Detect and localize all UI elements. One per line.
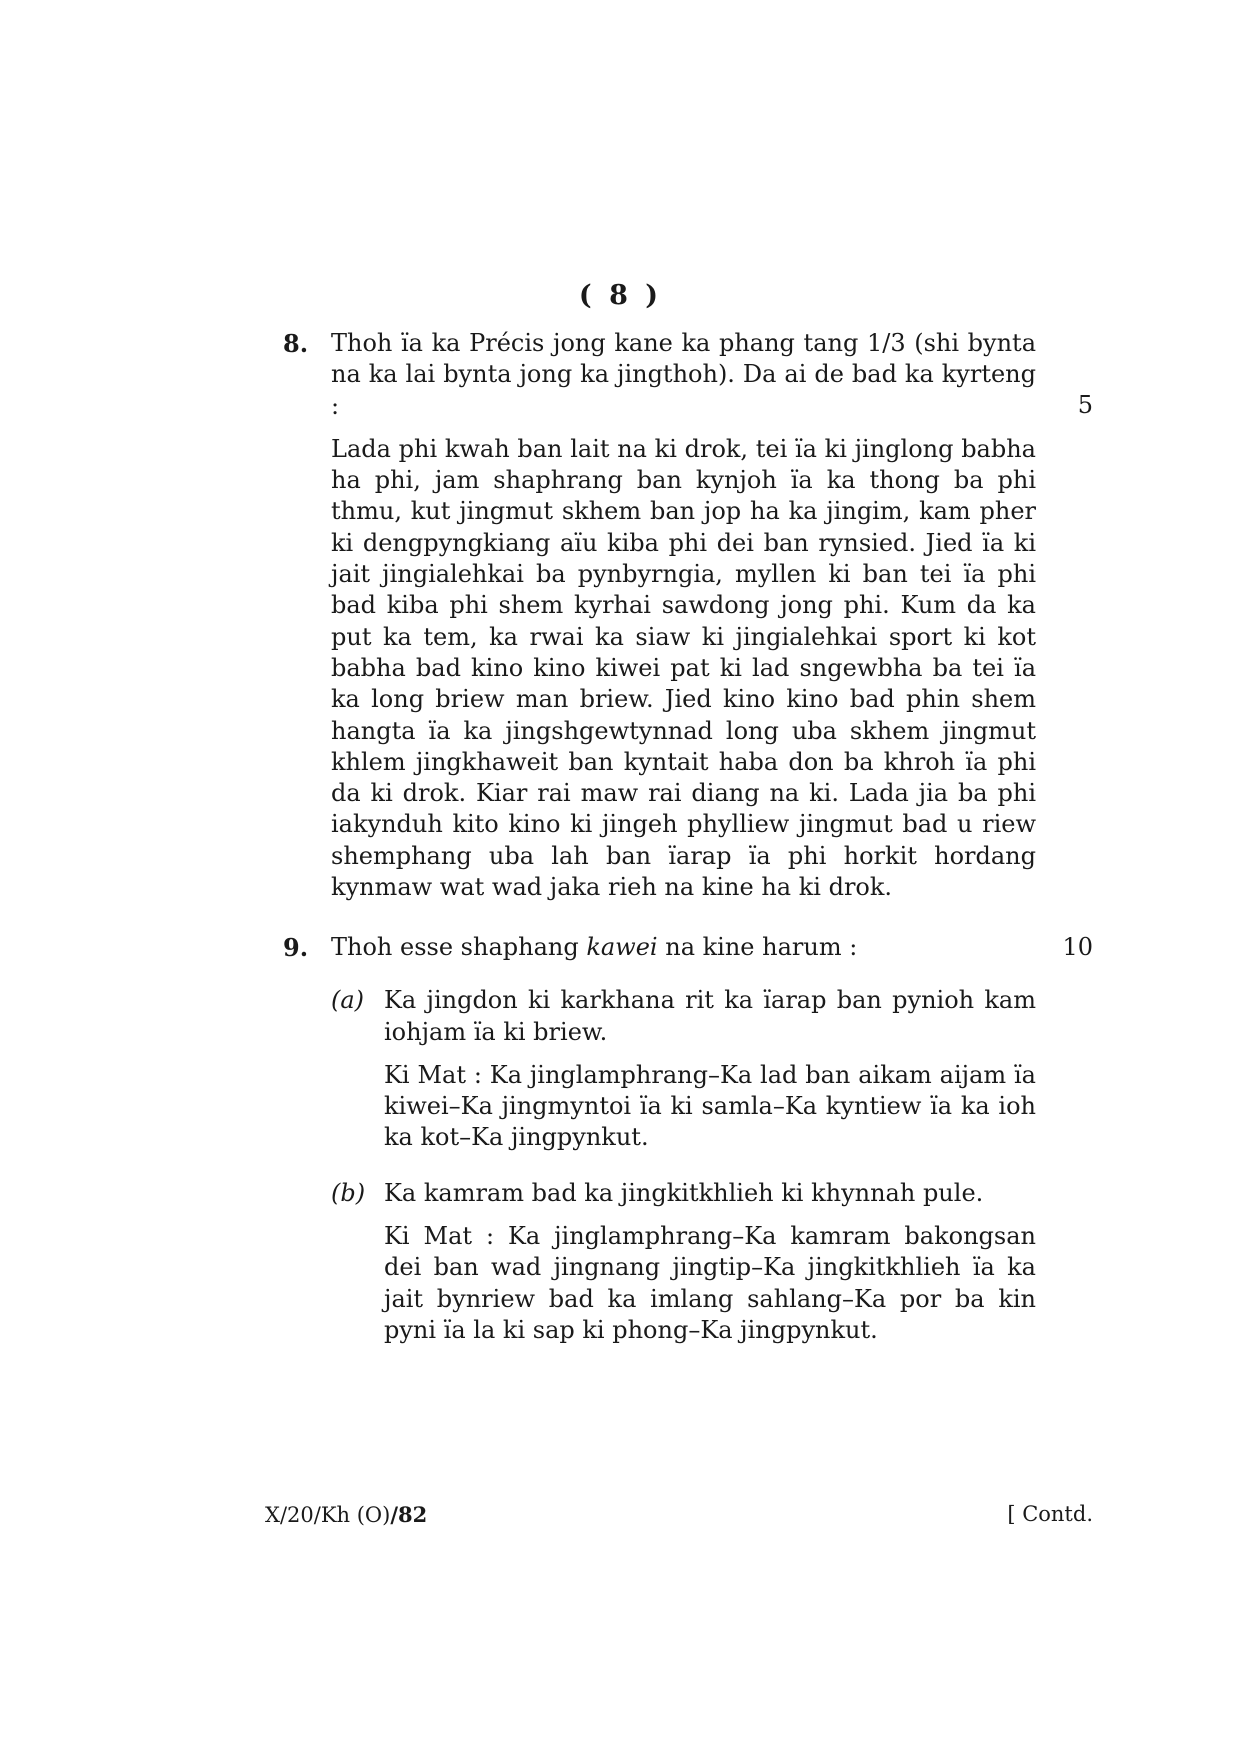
question-text-emphasis: kawei bbox=[586, 933, 658, 961]
option-text: Ka kamram bad ka jingkitkhlieh ki khynnah pule. bbox=[384, 1178, 984, 1207]
question-8 bbox=[283, 328, 1093, 903]
question-text bbox=[331, 932, 1036, 963]
question-text: Thoh ïa ka Précis jong kane ka phang tang 1/3 (shi bynta na ka lai bynta jong ka jingthoh). Da ai de bad ka kyrteng : bbox=[331, 329, 1036, 420]
question-text-before: Thoh esse shaphang bbox=[331, 933, 587, 961]
contd-label: [ Contd. bbox=[1007, 1502, 1093, 1526]
option-a bbox=[283, 985, 1093, 1153]
precis-passage: Lada phi kwah ban lait na ki drok, tei ïa ki jinglong babha ha phi, jam shaphrang ban kynjoh ïa ka thong ba phi thmu, kut jingmut skhem ban jop ha ka jingim, kam pher ki dengpyngkiang aïu kiba phi dei ban rynsied. Jied ïa ki jait jingialehkai ba pynbyrngia, myllen ki ban tei ïa phi bad kiba phi shem kyrhai sawdong jong phi. Kum da ka put ka tem, ka rwai ka siaw ki jingialehkai sport ki kot babha bad kino kino kiwei pat ki lad sngewbha ba tei ïa ka long briew man briew. Jied kino kino bad phin shem hangta ïa ka jingshgewtynnad long uba skhem jingmut khlem jingkhaweit ban kyntait haba don ba khroh ïa phi da ki drok. Kiar rai maw rai diang na ki. Lada jia ba phi iakynduh kito kino ki jingeh phylliew jingmut bad u riew shemphang uba lah ban ïarap ïa phi horkit hordang kynmaw wat wad jaka rieh na kine ha ki drok. bbox=[331, 434, 1036, 902]
option-label: (b) bbox=[331, 1178, 366, 1207]
option-label: (a) bbox=[331, 986, 365, 1015]
question-number: 8. bbox=[283, 329, 309, 358]
paper-code-prefix: X/20/Kh (O) bbox=[265, 1503, 391, 1527]
paper-code bbox=[265, 1502, 427, 1527]
option-points: Ki Mat : Ka jinglamphrang–Ka kamram bakongsan dei ban wad jingnang jingtip–Ka jingkitkhlieh ïa ka jait bynriew bad ka imlang sahlang–Ka por ba kin pyni ïa la ki sap ki phong–Ka jingpynkut. bbox=[384, 1222, 1036, 1344]
option-b bbox=[283, 1178, 1093, 1346]
page-number: ( 8 ) bbox=[578, 280, 663, 311]
question-marks: 10 bbox=[1062, 933, 1093, 961]
question-marks: 5 bbox=[1077, 391, 1093, 419]
question-number: 9. bbox=[283, 933, 309, 962]
question-9 bbox=[283, 932, 1093, 1346]
question-text-after: na kine harum : bbox=[657, 933, 858, 961]
option-points: Ki Mat : Ka jinglamphrang–Ka lad ban aikam aijam ïa kiwei–Ka jingmyntoi ïa ki samla–Ka kyntiew ïa ka ioh ka kot–Ka jingpynkut. bbox=[384, 1060, 1036, 1152]
paper-code-suffix: /82 bbox=[390, 1502, 428, 1527]
option-text: Ka jingdon ki karkhana rit ka ïarap ban pynioh kam iohjam ïa ki briew. bbox=[384, 986, 1036, 1046]
